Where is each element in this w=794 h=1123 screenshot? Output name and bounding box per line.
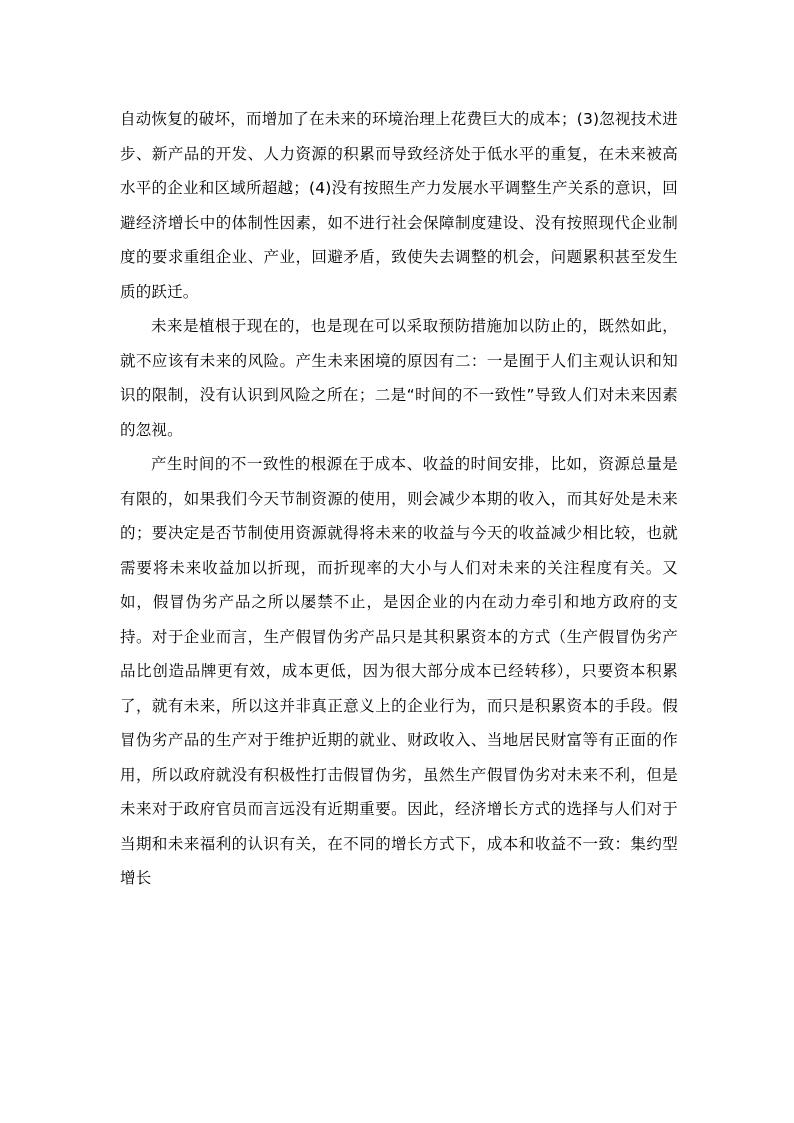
document-body — [120, 102, 678, 896]
paragraph-1: 自动恢复的破坏，而增加了在未来的环境治理上花费巨大的成本；(3)忽视技术进步、新产品的开发、人力资源的积累而导致经济处于低水平的重复，在未来被高水平的企业和区域所超越；(4)没有按照生产力发展水平调整生产关系的意识，回避经济增长中的体制性因素，如不进行社会保障制度建设、没有按照现代企业制度的要求重组企业、产业，回避矛盾，致使失去调整的机会，问题累积甚至发生质的跃迁。 — [120, 110, 678, 301]
paragraph-2: 未来是植根于现在的，也是现在可以采取预防措施加以防止的，既然如此，就不应该有未来的风险。产生未来困境的原因有二：一是囿于人们主观认识和知识的限制，没有认识到风险之所在；二是“时间的不一致性”导致人们对未来因素的忽视。 — [120, 317, 678, 439]
paragraph-3: 产生时间的不一致性的根源在于成本、收益的时间安排，比如，资源总量是有限的，如果我们今天节制资源的使用，则会减少本期的收入，而其好处是未来的；要决定是否节制使用资源就得将未来的收益与今天的收益减少相比较，也就需要将未来收益加以折现，而折现率的大小与人们对未来的关注程度有关。又如，假冒伪劣产品之所以屡禁不止，是因企业的内在动力牵引和地方政府的支持。对于企业而言，生产假冒伪劣产品只是其积累资本的方式（生产假冒伪劣产品比创造品牌更有效，成本更低，因为很大部分成本已经转移），只要资本积累了，就有未来，所以这并非真正意义上的企业行为，而只是积累资本的手段。假冒伪劣产品的生产对于维护近期的就业、财政收入、当地居民财富等有正面的作用，所以政府就没有积极性打击假冒伪劣，虽然生产假冒伪劣对未来不利，但是未来对于政府官员而言远没有近期重要。因此，经济增长方式的选择与人们对于当期和未来福利的认识有关，在不同的增长方式下，成本和收益不一致：集约型增长 — [120, 455, 678, 887]
